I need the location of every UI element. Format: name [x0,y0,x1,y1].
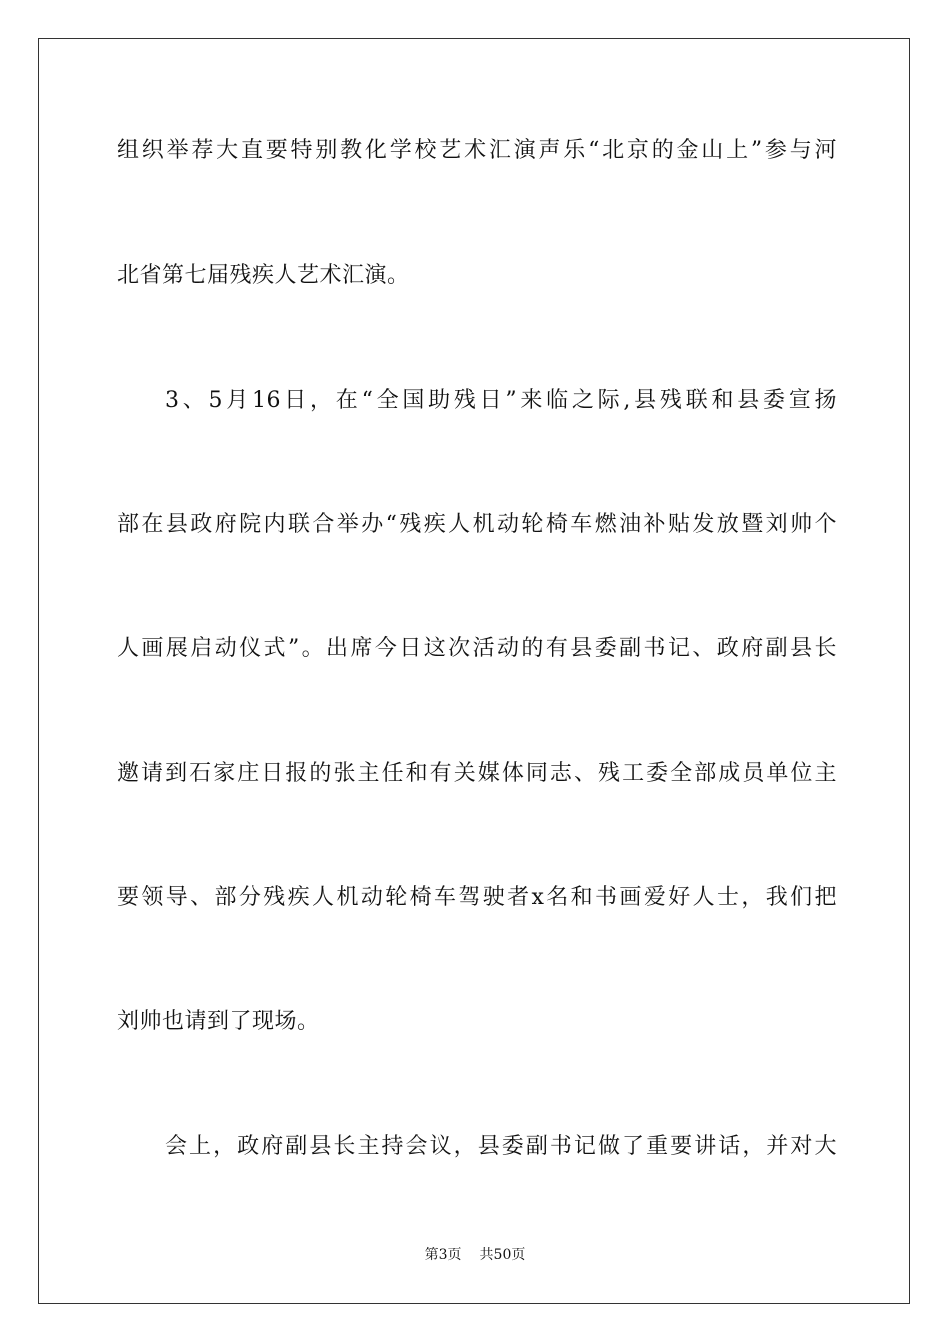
page-frame [38,38,910,1304]
body-text-line: 组织举荐大直要特别教化学校艺术汇演声乐“北京的金山上”参与河 [117,138,837,163]
page-footer [0,1245,950,1265]
body-text-line: 3、5月16日，在“全国助残日”来临之际,县残联和县委宣扬 [165,388,837,413]
body-text-line: 邀请到石家庄日报的张主任和有关媒体同志、残工委全部成员单位主 [117,761,837,786]
body-text-line: 会上，政府副县长主持会议，县委副书记做了重要讲话，并对大 [165,1134,837,1159]
body-text-line: 人画展启动仪式”。出席今日这次活动的有县委副书记、政府副县长 [117,636,837,661]
body-text-line: 要领导、部分残疾人机动轮椅车驾驶者x名和书画爱好人士，我们把 [117,885,837,910]
body-text-line: 刘帅也请到了现场。 [117,1009,320,1034]
page-total: 共50页 [479,1247,526,1263]
body-text-line: 部在县政府院内联合举办“残疾人机动轮椅车燃油补贴发放暨刘帅个 [117,512,837,537]
body-text-line: 北省第七届残疾人艺术汇演。 [117,263,410,288]
page-number: 第3页 [424,1247,462,1263]
